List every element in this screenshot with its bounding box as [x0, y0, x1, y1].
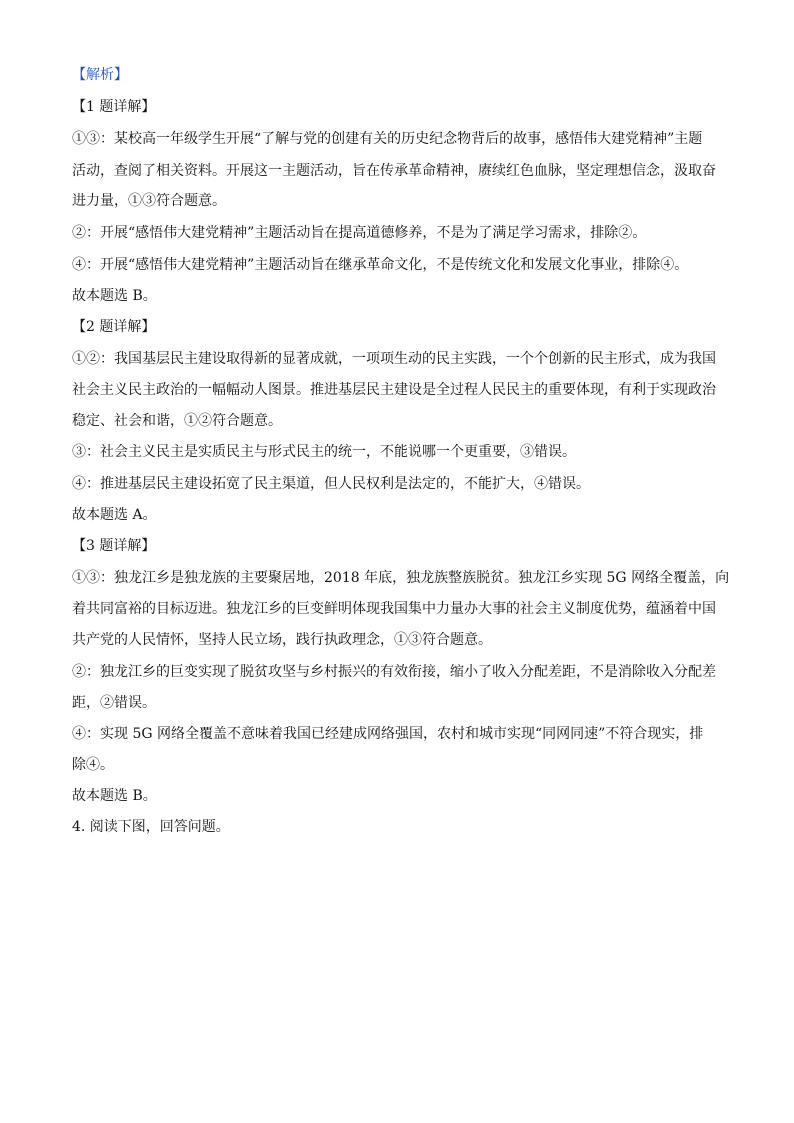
q1-line: 进力量，①③符合题意。 — [72, 193, 226, 209]
q2-line: ①②：我国基层民主建设取得新的显著成就，一项项生动的民主实践，一个个创新的民主形式，成为我国 — [72, 351, 716, 367]
q3-line: 共产党的人民情怀，坚持人民立场，践行执政理念，①③符合题意。 — [72, 632, 492, 648]
q1-header: 【1 题详解】 — [72, 99, 156, 115]
q2-line: 社会主义民主政治的一幅幅动人图景。推进基层民主建设是全过程人民民主的重要体现，有利于实现政治 — [72, 382, 716, 398]
q1-line: 活动，查阅了相关资料。开展这一主题活动，旨在传承革命精神，赓续红色血脉，坚定理想信念，汲取奋 — [72, 163, 716, 179]
q1-answer: 故本题选 B。 — [72, 288, 157, 304]
q2-line: 稳定、社会和谐，①②符合题意。 — [72, 413, 282, 429]
q3-answer: 故本题选 B。 — [72, 788, 157, 804]
q2-line: ③：社会主义民主是实质民主与形式民主的统一，不能说哪一个更重要，③错误。 — [72, 444, 576, 460]
analysis-heading: 【解析】 — [72, 67, 128, 83]
q3-line: 距，②错误。 — [72, 695, 156, 711]
q3-line: ②：独龙江乡的巨变实现了脱贫攻坚与乡村振兴的有效衔接，缩小了收入分配差距，不是消除收入分配差 — [72, 664, 716, 680]
q1-line: ②：开展“感悟伟大建党精神”主题活动旨在提高道德修养，不是为了满足学习需求，排除②。 — [72, 225, 647, 241]
q3-line: ④：实现 5G 网络全覆盖不意味着我国已经建成网络强国，农村和城市实现“同网同速”不符合现实，排 — [72, 726, 704, 742]
q1-line: ④：开展“感悟伟大建党精神”主题活动旨在继承革命文化，不是传统文化和发展文化事业，排除④。 — [72, 257, 689, 273]
q4-prompt: 4. 阅读下图，回答问题。 — [72, 819, 230, 835]
q2-header: 【2 题详解】 — [72, 319, 156, 335]
q2-answer: 故本题选 A。 — [72, 507, 157, 523]
q3-line: ①③：独龙江乡是独龙族的主要聚居地，2018 年底，独龙族整族脱贫。独龙江乡实现 5G 网络全覆盖，向 — [72, 570, 730, 586]
q3-line: 除④。 — [72, 757, 114, 773]
q3-line: 着共同富裕的目标迈进。独龙江乡的巨变鲜明体现我国集中力量办大事的社会主义制度优势，蕴涵着中国 — [72, 601, 716, 617]
q3-header: 【3 题详解】 — [72, 538, 156, 554]
q1-line: ①③：某校高一年级学生开展“了解与党的创建有关的历史纪念物背后的故事，感悟伟大建党精神”主题 — [72, 131, 703, 147]
q2-line: ④：推进基层民主建设拓宽了民主渠道，但人民权利是法定的，不能扩大，④错误。 — [72, 476, 590, 492]
